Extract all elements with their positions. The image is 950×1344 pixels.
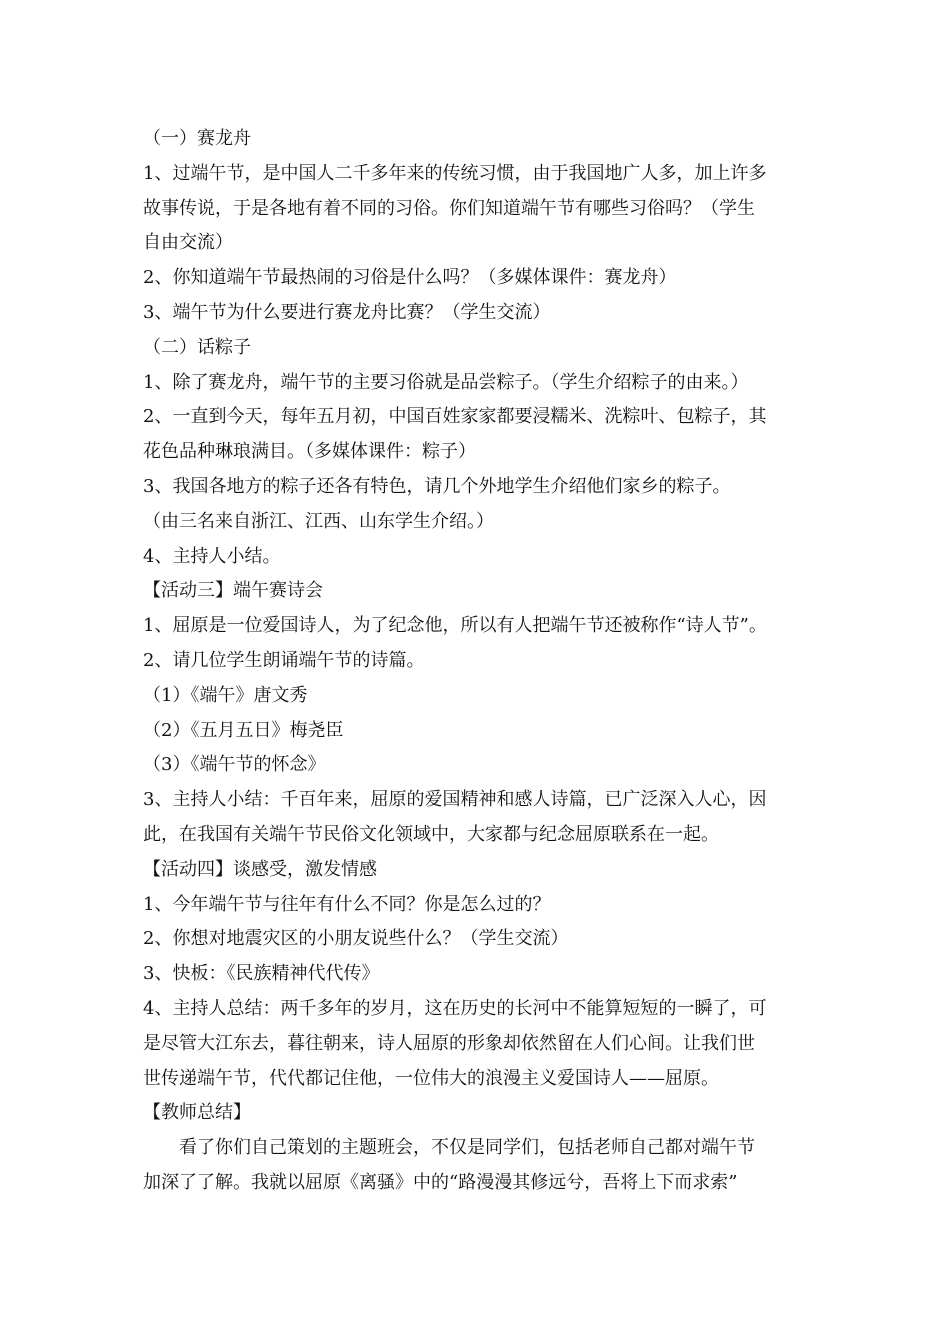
section-heading: （二）话粽子 <box>143 336 251 358</box>
poem-item: （1）《端午》唐文秀 <box>143 684 308 706</box>
activity-heading: 【活动三】端午赛诗会 <box>143 580 323 602</box>
text-line: 4、主持人小结。 <box>143 545 281 567</box>
text-line: 1、今年端午节与往年有什么不同？你是怎么过的？ <box>143 893 551 915</box>
text-line: （由三名来自浙江、江西、山东学生介绍。） <box>143 510 494 532</box>
text-line: 4、主持人总结：两千多年的岁月，这在历史的长河中不能算短短的一瞬了，可 <box>143 997 767 1019</box>
text-line: 自由交流） <box>143 232 233 254</box>
document-body <box>143 122 823 1201</box>
text-line: 3、主持人小结：千百年来，屈原的爱国精神和感人诗篇，已广泛深入人心，因 <box>143 789 767 811</box>
text-line: 世传递端午节，代代都记住他，一位伟大的浪漫主义爱国诗人——屈原。 <box>143 1067 719 1089</box>
section-heading: （一）赛龙舟 <box>143 128 251 149</box>
text-line: 1、屈原是一位爱国诗人，为了纪念他，所以有人把端午节还被称作“诗人节”。 <box>143 615 767 637</box>
text-line: 2、你想对地震灾区的小朋友说些什么？（学生交流） <box>143 928 569 950</box>
text-line: 2、一直到今天，每年五月初，中国百姓家家都要浸糯米、洗粽叶、包粽子，其 <box>143 406 767 428</box>
text-line: 2、请几位学生朗诵端午节的诗篇。 <box>143 649 425 671</box>
text-line: 1、过端午节，是中国人二千多年来的传统习惯，由于我国地广人多，加上许多 <box>143 162 767 184</box>
text-line: 花色品种琳琅满目。（多媒体课件：粽子） <box>143 441 476 463</box>
activity-heading: 【活动四】谈感受，激发情感 <box>143 858 377 880</box>
text-line: 此，在我国有关端午节民俗文化领域中，大家都与纪念屈原联系在一起。 <box>143 823 719 845</box>
text-line: 故事传说，于是各地有着不同的习俗。你们知道端午节有哪些习俗吗？（学生 <box>143 197 755 219</box>
poem-item: （2）《五月五日》梅尧臣 <box>143 719 344 741</box>
text-line: 1、除了赛龙舟，端午节的主要习俗就是品尝粽子。（学生介绍粽子的由来。） <box>143 371 749 393</box>
text-line: 是尽管大江东去，暮往朝来，诗人屈原的形象却依然留在人们心间。让我们世 <box>143 1032 755 1054</box>
text-line: 3、端午节为什么要进行赛龙舟比赛？（学生交流） <box>143 301 551 323</box>
text-line: 3、快板：《民族精神代代传》 <box>143 963 380 985</box>
paragraph-line: 看了你们自己策划的主题班会，不仅是同学们，包括老师自己都对端午节 <box>179 1137 755 1159</box>
text-line: 2、你知道端午节最热闹的习俗是什么吗？（多媒体课件：赛龙舟） <box>143 267 677 289</box>
text-line: 3、我国各地方的粽子还各有特色，请几个外地学生介绍他们家乡的粽子。 <box>143 475 731 497</box>
teacher-summary-heading: 【教师总结】 <box>143 1102 251 1124</box>
paragraph-line: 加深了了解。我就以屈原《离骚》中的“路漫漫其修远兮，吾将上下而求索” <box>143 1171 738 1193</box>
poem-item: （3）《端午节的怀念》 <box>143 754 326 776</box>
